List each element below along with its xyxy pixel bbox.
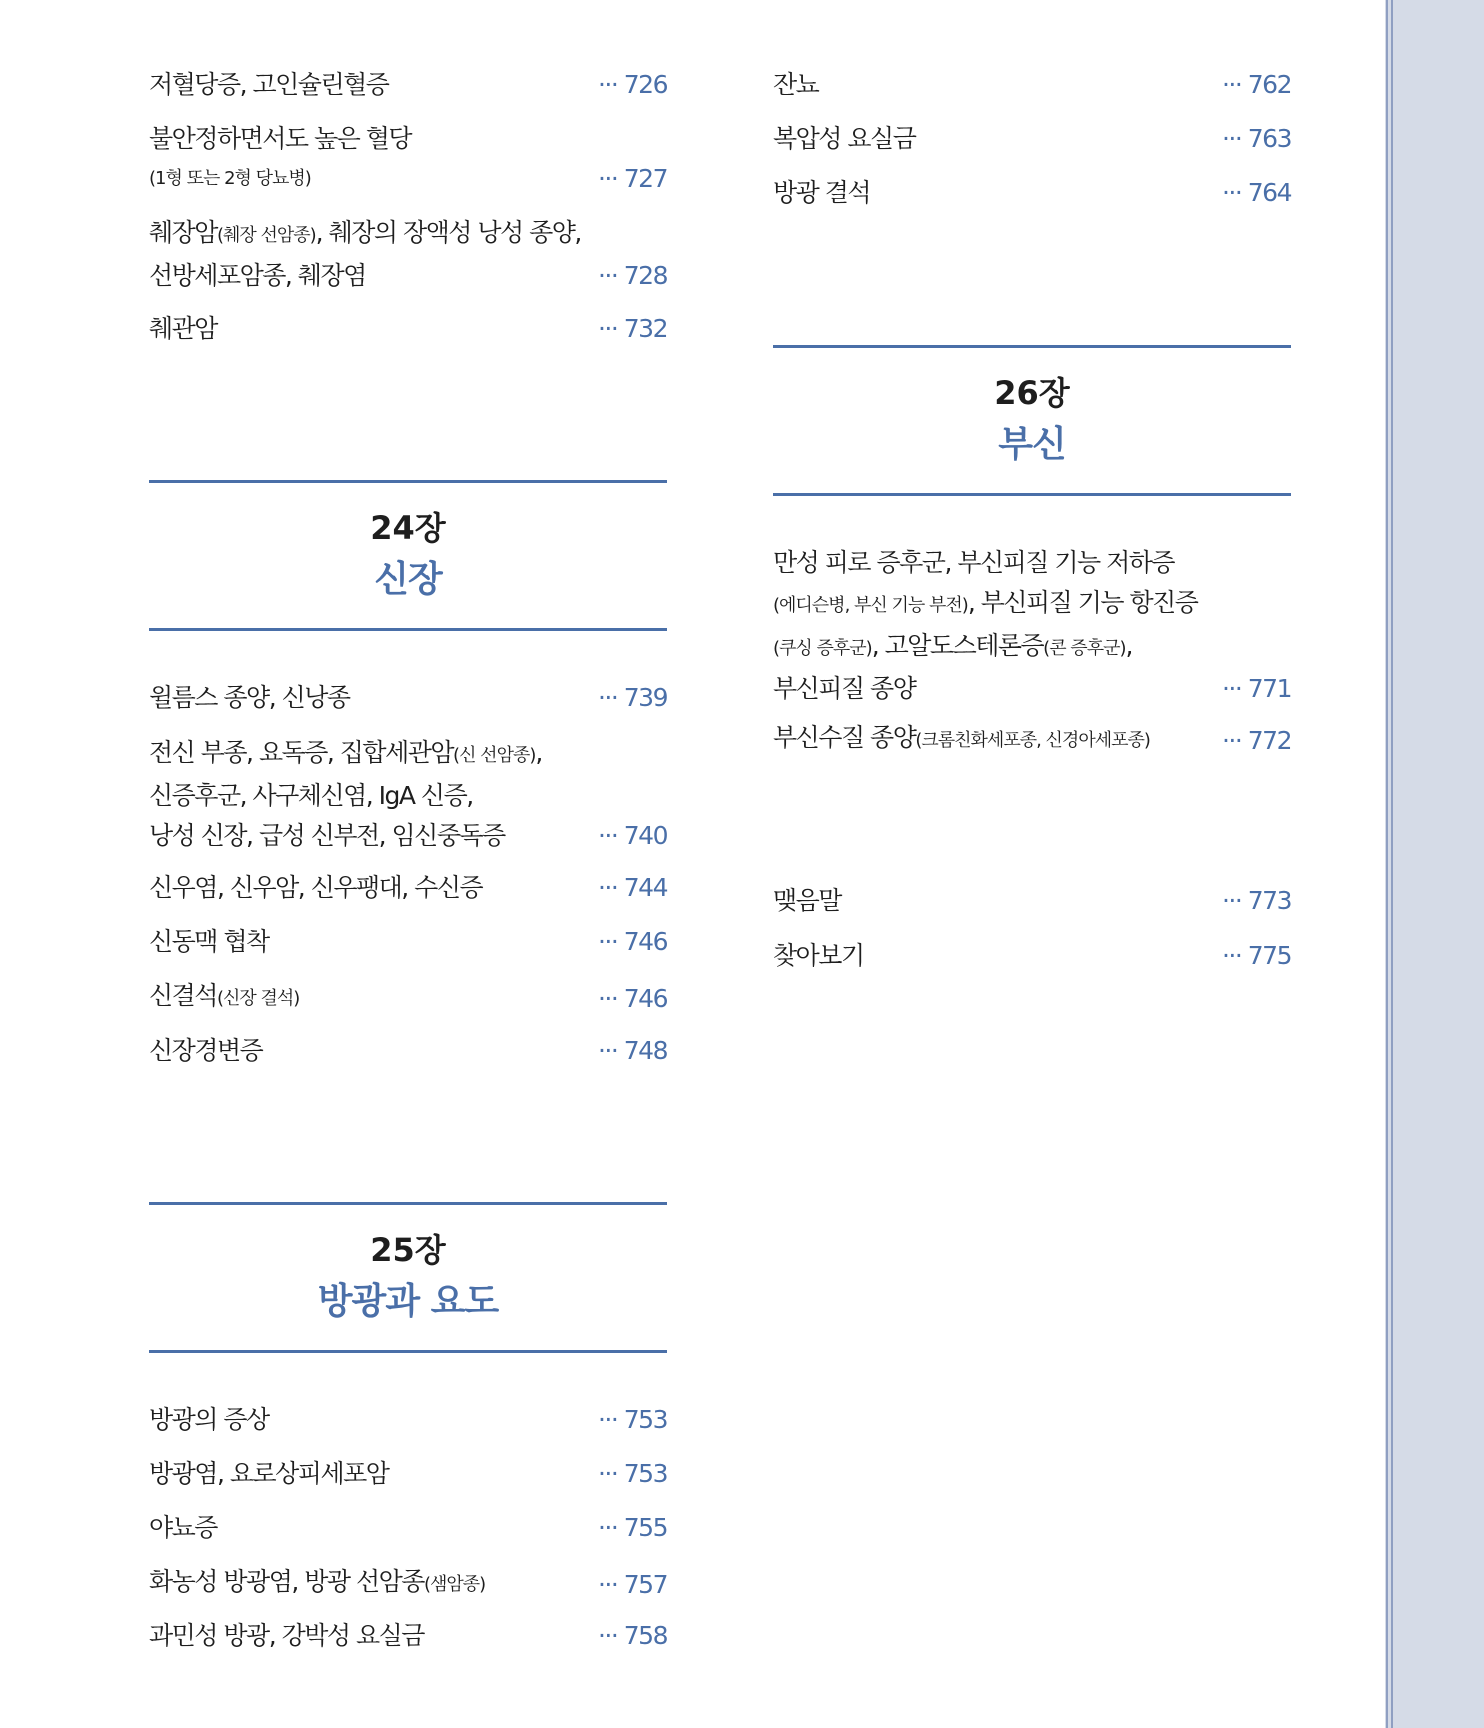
chapter-rule-top — [773, 345, 1291, 348]
entry-title-line: (쿠싱 증후군), 고알도스테론증(콘 증후군), — [773, 631, 1132, 660]
entry-note: (신장 결석) — [216, 988, 300, 1009]
entry-note: (샘암종) — [423, 1574, 486, 1595]
chapter-rule-top — [149, 480, 667, 483]
page-number: ··· 753 — [597, 1459, 667, 1488]
toc-entry[interactable] — [149, 1031, 667, 1071]
page-number: ··· 728 — [597, 261, 667, 290]
toc-entry[interactable] — [773, 119, 1291, 159]
page-number: ··· 726 — [597, 70, 667, 99]
entry-title-line: 선방세포암종, 췌장염 — [149, 261, 366, 290]
entry-note: (1형 또는 2형 당뇨병) — [149, 168, 311, 189]
toc-entry[interactable] — [149, 65, 667, 105]
page-number: ··· 762 — [1221, 70, 1291, 99]
entry-note: (췌장 선암종) — [216, 225, 316, 246]
entry-title: 신우염, 신우암, 신우팽대, 수신증 — [149, 873, 483, 902]
entry-note: (신 선암종) — [453, 745, 536, 766]
page-edge-sidebar — [1385, 0, 1484, 1728]
chapter-title: 방광과 요도 — [317, 1281, 499, 1322]
entry-title: 저혈당증, 고인슐린혈증 — [149, 70, 389, 99]
entry-title: 맺음말 — [773, 886, 841, 915]
toc-entry[interactable] — [149, 309, 667, 349]
entry-title: 방광 결석 — [773, 178, 871, 207]
entry-title: 방광의 증상 — [149, 1405, 269, 1434]
page-number: ··· 771 — [1221, 674, 1291, 703]
entry-title: 과민성 방광, 강박성 요실금 — [149, 1621, 424, 1650]
chapter-title: 신장 — [374, 559, 442, 600]
toc-entry[interactable] — [149, 1616, 667, 1656]
page-number: ··· 764 — [1221, 178, 1291, 207]
page-number: ··· 744 — [597, 873, 667, 902]
toc-entry[interactable] — [149, 1400, 667, 1440]
toc-entry[interactable] — [773, 936, 1291, 976]
entry-title: 찾아보기 — [773, 941, 864, 970]
page-number: ··· 740 — [597, 821, 667, 850]
entry-note: (콘 증후군) — [1043, 638, 1126, 659]
entry-title: 방광염, 요로상피세포암 — [149, 1459, 389, 1488]
chapter-rule-top — [149, 1202, 667, 1205]
entry-title-line: 전신 부종, 요독증, 집합세관암(신 선암종), — [149, 738, 542, 767]
entry-title: 신동맥 협착 — [149, 927, 269, 956]
toc-entry[interactable] — [149, 213, 667, 296]
entry-title-line: 낭성 신장, 급성 신부전, 임신중독증 — [149, 821, 505, 850]
page-number: ··· 746 — [597, 984, 667, 1013]
toc-entry[interactable] — [149, 678, 667, 718]
page-number: ··· 727 — [597, 164, 667, 193]
entry-title-line: 부신피질 종양 — [773, 674, 916, 703]
toc-entry[interactable] — [149, 733, 667, 856]
page-number: ··· 746 — [597, 927, 667, 956]
page-number: ··· 763 — [1221, 124, 1291, 153]
entry-title-line: 만성 피로 증후군, 부신피질 기능 저하증 — [773, 548, 1175, 577]
toc-entry[interactable] — [773, 173, 1291, 213]
entry-title: 췌관암 — [149, 314, 217, 343]
page-number: ··· 775 — [1221, 941, 1291, 970]
toc-entry[interactable] — [773, 881, 1291, 921]
toc-entry[interactable] — [149, 976, 667, 1019]
page-edge-line — [1386, 0, 1388, 1728]
entry-title-line: 부신수질 종양(크롬친화세포종, 신경아세포종) — [773, 723, 1150, 752]
page-number: ··· 772 — [1221, 726, 1291, 755]
toc-entry[interactable] — [149, 922, 667, 962]
chapter-rule-bottom — [773, 493, 1291, 496]
page-edge-line — [1391, 0, 1393, 1728]
chapter-rule-bottom — [149, 628, 667, 631]
toc-entry[interactable] — [773, 65, 1291, 105]
page-number: ··· 739 — [597, 683, 667, 712]
chapter-number: 24장 — [370, 509, 446, 547]
page-number: ··· 757 — [597, 1570, 667, 1599]
entry-title-line: 신결석(신장 결석) — [149, 981, 300, 1010]
toc-entry[interactable] — [149, 119, 667, 199]
entry-note: (에디슨병, 부신 기능 부전) — [773, 595, 968, 616]
toc-entry[interactable] — [149, 1562, 667, 1605]
page-number: ··· 758 — [597, 1621, 667, 1650]
entry-title-line: (에디슨병, 부신 기능 부전), 부신피질 기능 항진증 — [773, 588, 1198, 617]
page-number: ··· 748 — [597, 1036, 667, 1065]
toc-entry[interactable] — [149, 1508, 667, 1548]
page-number: ··· 732 — [597, 314, 667, 343]
chapter-number: 25장 — [370, 1231, 446, 1269]
entry-title: 잔뇨 — [773, 70, 819, 99]
entry-title: 불안정하면서도 높은 혈당 — [149, 124, 412, 153]
page-number: ··· 753 — [597, 1405, 667, 1434]
toc-entry[interactable] — [773, 718, 1291, 761]
entry-title-line: 화농성 방광염, 방광 선암종(샘암종) — [149, 1567, 486, 1596]
chapter-title: 부신 — [998, 424, 1066, 465]
entry-title: 신장경변증 — [149, 1036, 263, 1065]
toc-entry[interactable] — [149, 1454, 667, 1494]
chapter-number: 26장 — [994, 374, 1070, 412]
entry-title: 윌름스 종양, 신낭종 — [149, 683, 350, 712]
entry-title-line: 췌장암(췌장 선암종), 췌장의 장액성 낭성 종양, — [149, 218, 581, 247]
entry-note: (크롬친화세포종, 신경아세포종) — [915, 730, 1150, 751]
page-number: ··· 755 — [597, 1513, 667, 1542]
page-number: ··· 773 — [1221, 886, 1291, 915]
entry-title: 복압성 요실금 — [773, 124, 916, 153]
toc-entry[interactable] — [149, 868, 667, 908]
chapter-rule-bottom — [149, 1350, 667, 1353]
entry-note: (쿠싱 증후군) — [773, 638, 872, 659]
entry-title: 야뇨증 — [149, 1513, 217, 1542]
toc-entry[interactable] — [773, 543, 1291, 709]
entry-title-line: 신증후군, 사구체신염, IgA 신증, — [149, 781, 473, 810]
